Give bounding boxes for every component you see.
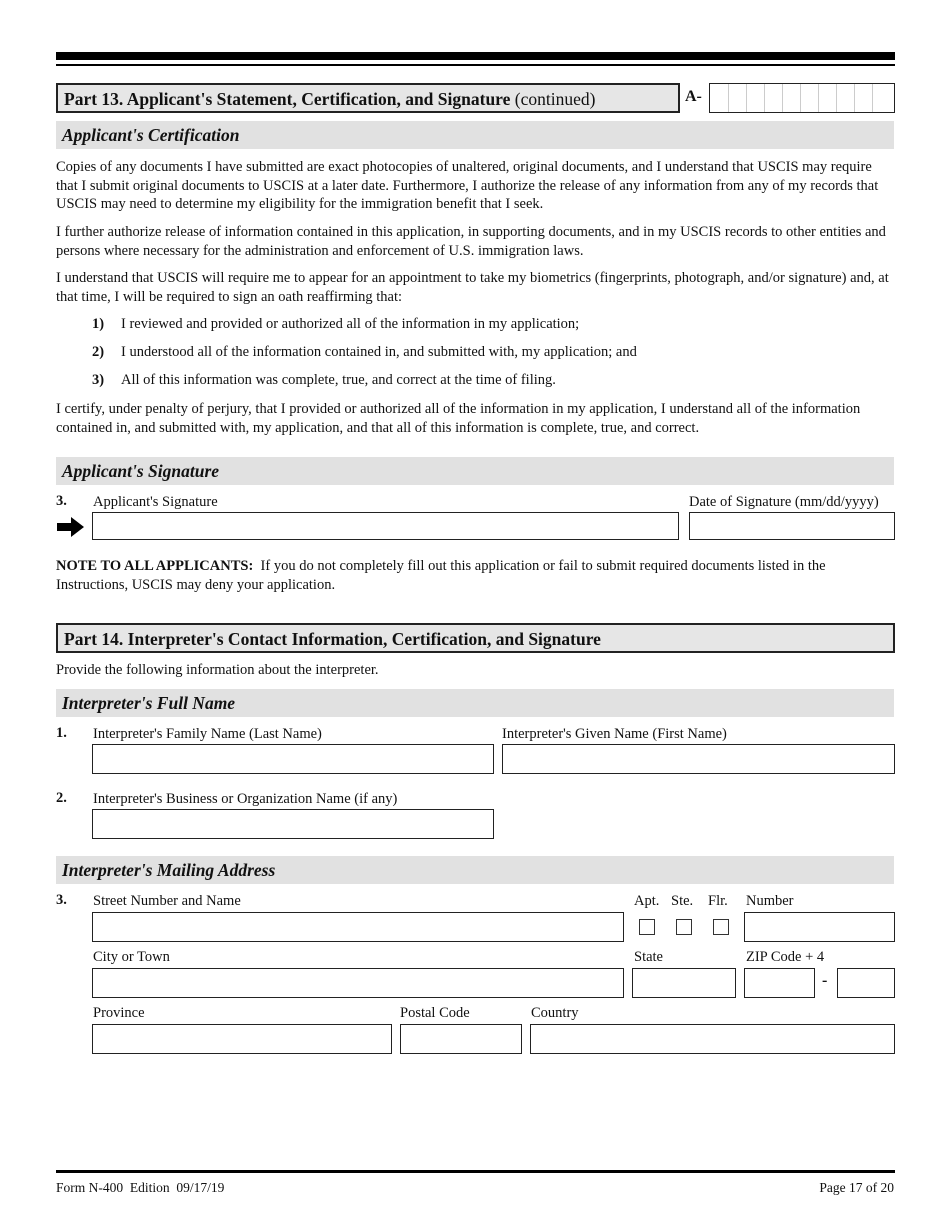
footer-page-number: Page 17 of 20 xyxy=(819,1180,894,1195)
city-input[interactable] xyxy=(92,968,624,998)
unit-number-input[interactable] xyxy=(744,912,895,942)
note-text: If you do not completely fill out this application or fail to submit required documents listed in the Instructions, USCIS may deny your application. xyxy=(56,558,826,593)
oath-item-3 xyxy=(92,372,556,389)
flr-label: Flr. xyxy=(708,893,728,909)
ste-checkbox[interactable] xyxy=(676,919,692,935)
flr-checkbox[interactable] xyxy=(713,919,729,935)
part14-intro: Provide the following information about the interpreter. xyxy=(56,662,379,678)
signature-heading: Applicant's Signature xyxy=(56,457,894,485)
interpreter-mailing-address-heading: Interpreter's Mailing Address xyxy=(56,856,894,884)
certification-paragraph-3: I understand that USCIS will require me to appear for an appointment to take my biometrics (fingerprints, photograph, and/or signature) and, at that time, I will be required to sign an oath reaffirming that: xyxy=(56,270,889,305)
postal-code-label: Postal Code xyxy=(400,1005,470,1021)
footer-form-edition: Form N-400 Edition 09/17/19 xyxy=(56,1180,225,1195)
ste-label: Ste. xyxy=(671,893,694,909)
footer-rule xyxy=(56,1170,895,1173)
country-input[interactable] xyxy=(530,1024,895,1054)
signature-date-field[interactable] xyxy=(689,512,895,540)
street-input[interactable] xyxy=(92,912,624,942)
oath-item-number: 1) xyxy=(92,316,105,332)
oath-item-text: I understood all of the information contained in, and submitted with, my application; and xyxy=(121,344,637,360)
postal-code-input[interactable] xyxy=(400,1024,522,1054)
apt-checkbox[interactable] xyxy=(639,919,655,935)
business-name-label: Interpreter's Business or Organization Name (if any) xyxy=(93,791,398,807)
signature-date-label: Date of Signature (mm/dd/yyyy) xyxy=(689,494,879,510)
family-name-input[interactable] xyxy=(92,744,494,774)
signature-label: Applicant's Signature xyxy=(93,494,218,510)
a-number-label: A- xyxy=(685,88,702,105)
oath-item-1 xyxy=(92,316,580,333)
note-bold: NOTE TO ALL APPLICANTS: xyxy=(56,558,254,574)
city-label: City or Town xyxy=(93,949,170,965)
part14-header: Part 14. Interpreter's Contact Information, Certification, and Signature xyxy=(56,623,895,653)
part13-header xyxy=(56,83,680,113)
family-name-label: Interpreter's Family Name (Last Name) xyxy=(93,726,322,742)
oath-item-text: I reviewed and provided or authorized all of the information in my application; xyxy=(121,316,580,332)
certification-paragraph-4: I certify, under penalty of perjury, that I provided or authorized all of the information in my application, I understand all of the information contained in, and submitted with, my application, and that all of this information is complete, true, and correct. xyxy=(56,401,861,436)
arrow-icon xyxy=(57,517,85,542)
state-label: State xyxy=(634,949,663,965)
given-name-label: Interpreter's Given Name (First Name) xyxy=(502,726,727,742)
top-rule-thick xyxy=(56,52,895,60)
street-label: Street Number and Name xyxy=(93,893,241,909)
interpreter-full-name-heading: Interpreter's Full Name xyxy=(56,689,894,717)
number-label: Number xyxy=(746,893,794,909)
certification-paragraph-1: Copies of any documents I have submitted are exact photocopies of unaltered, original documents, and I understand that USCIS may require that I submit original documents to USCIS at a later date. Furthermore, I authorize the release of any information from any of my records that USCIS may need to determine my eligibility for the immigration benefit that I seek. xyxy=(56,159,879,212)
business-name-input[interactable] xyxy=(92,809,494,839)
zip-plus4-input[interactable] xyxy=(837,968,895,998)
question-1-number: 1. xyxy=(56,725,67,741)
top-rule-thin xyxy=(56,64,895,66)
note-to-applicants xyxy=(56,557,894,594)
oath-item-text: All of this information was complete, true, and correct at the time of filing. xyxy=(121,372,556,388)
province-label: Province xyxy=(93,1005,145,1021)
certification-heading: Applicant's Certification xyxy=(56,121,894,149)
a-number-field[interactable] xyxy=(709,83,895,113)
signature-field[interactable] xyxy=(92,512,679,540)
country-label: Country xyxy=(531,1005,579,1021)
oath-item-2 xyxy=(92,344,637,361)
question-2-number: 2. xyxy=(56,790,67,806)
part13-continued: (continued) xyxy=(514,89,596,109)
state-select[interactable] xyxy=(632,968,736,998)
province-input[interactable] xyxy=(92,1024,392,1054)
part13-title: Part 13. Applicant's Statement, Certification, and Signature xyxy=(64,89,511,109)
oath-item-number: 2) xyxy=(92,344,105,360)
apt-label: Apt. xyxy=(634,893,660,909)
zip-dash: - xyxy=(822,972,828,989)
given-name-input[interactable] xyxy=(502,744,895,774)
zip-label: ZIP Code + 4 xyxy=(746,949,825,965)
signature-number: 3. xyxy=(56,493,67,509)
question-3-number: 3. xyxy=(56,892,67,908)
zip-code-input[interactable] xyxy=(744,968,815,998)
oath-item-number: 3) xyxy=(92,372,105,388)
certification-paragraph-2: I further authorize release of information contained in this application, in supporting documents, and in my USCIS records to other entities and persons where necessary for the administration and enforcement of U.S. immigration laws. xyxy=(56,224,886,259)
